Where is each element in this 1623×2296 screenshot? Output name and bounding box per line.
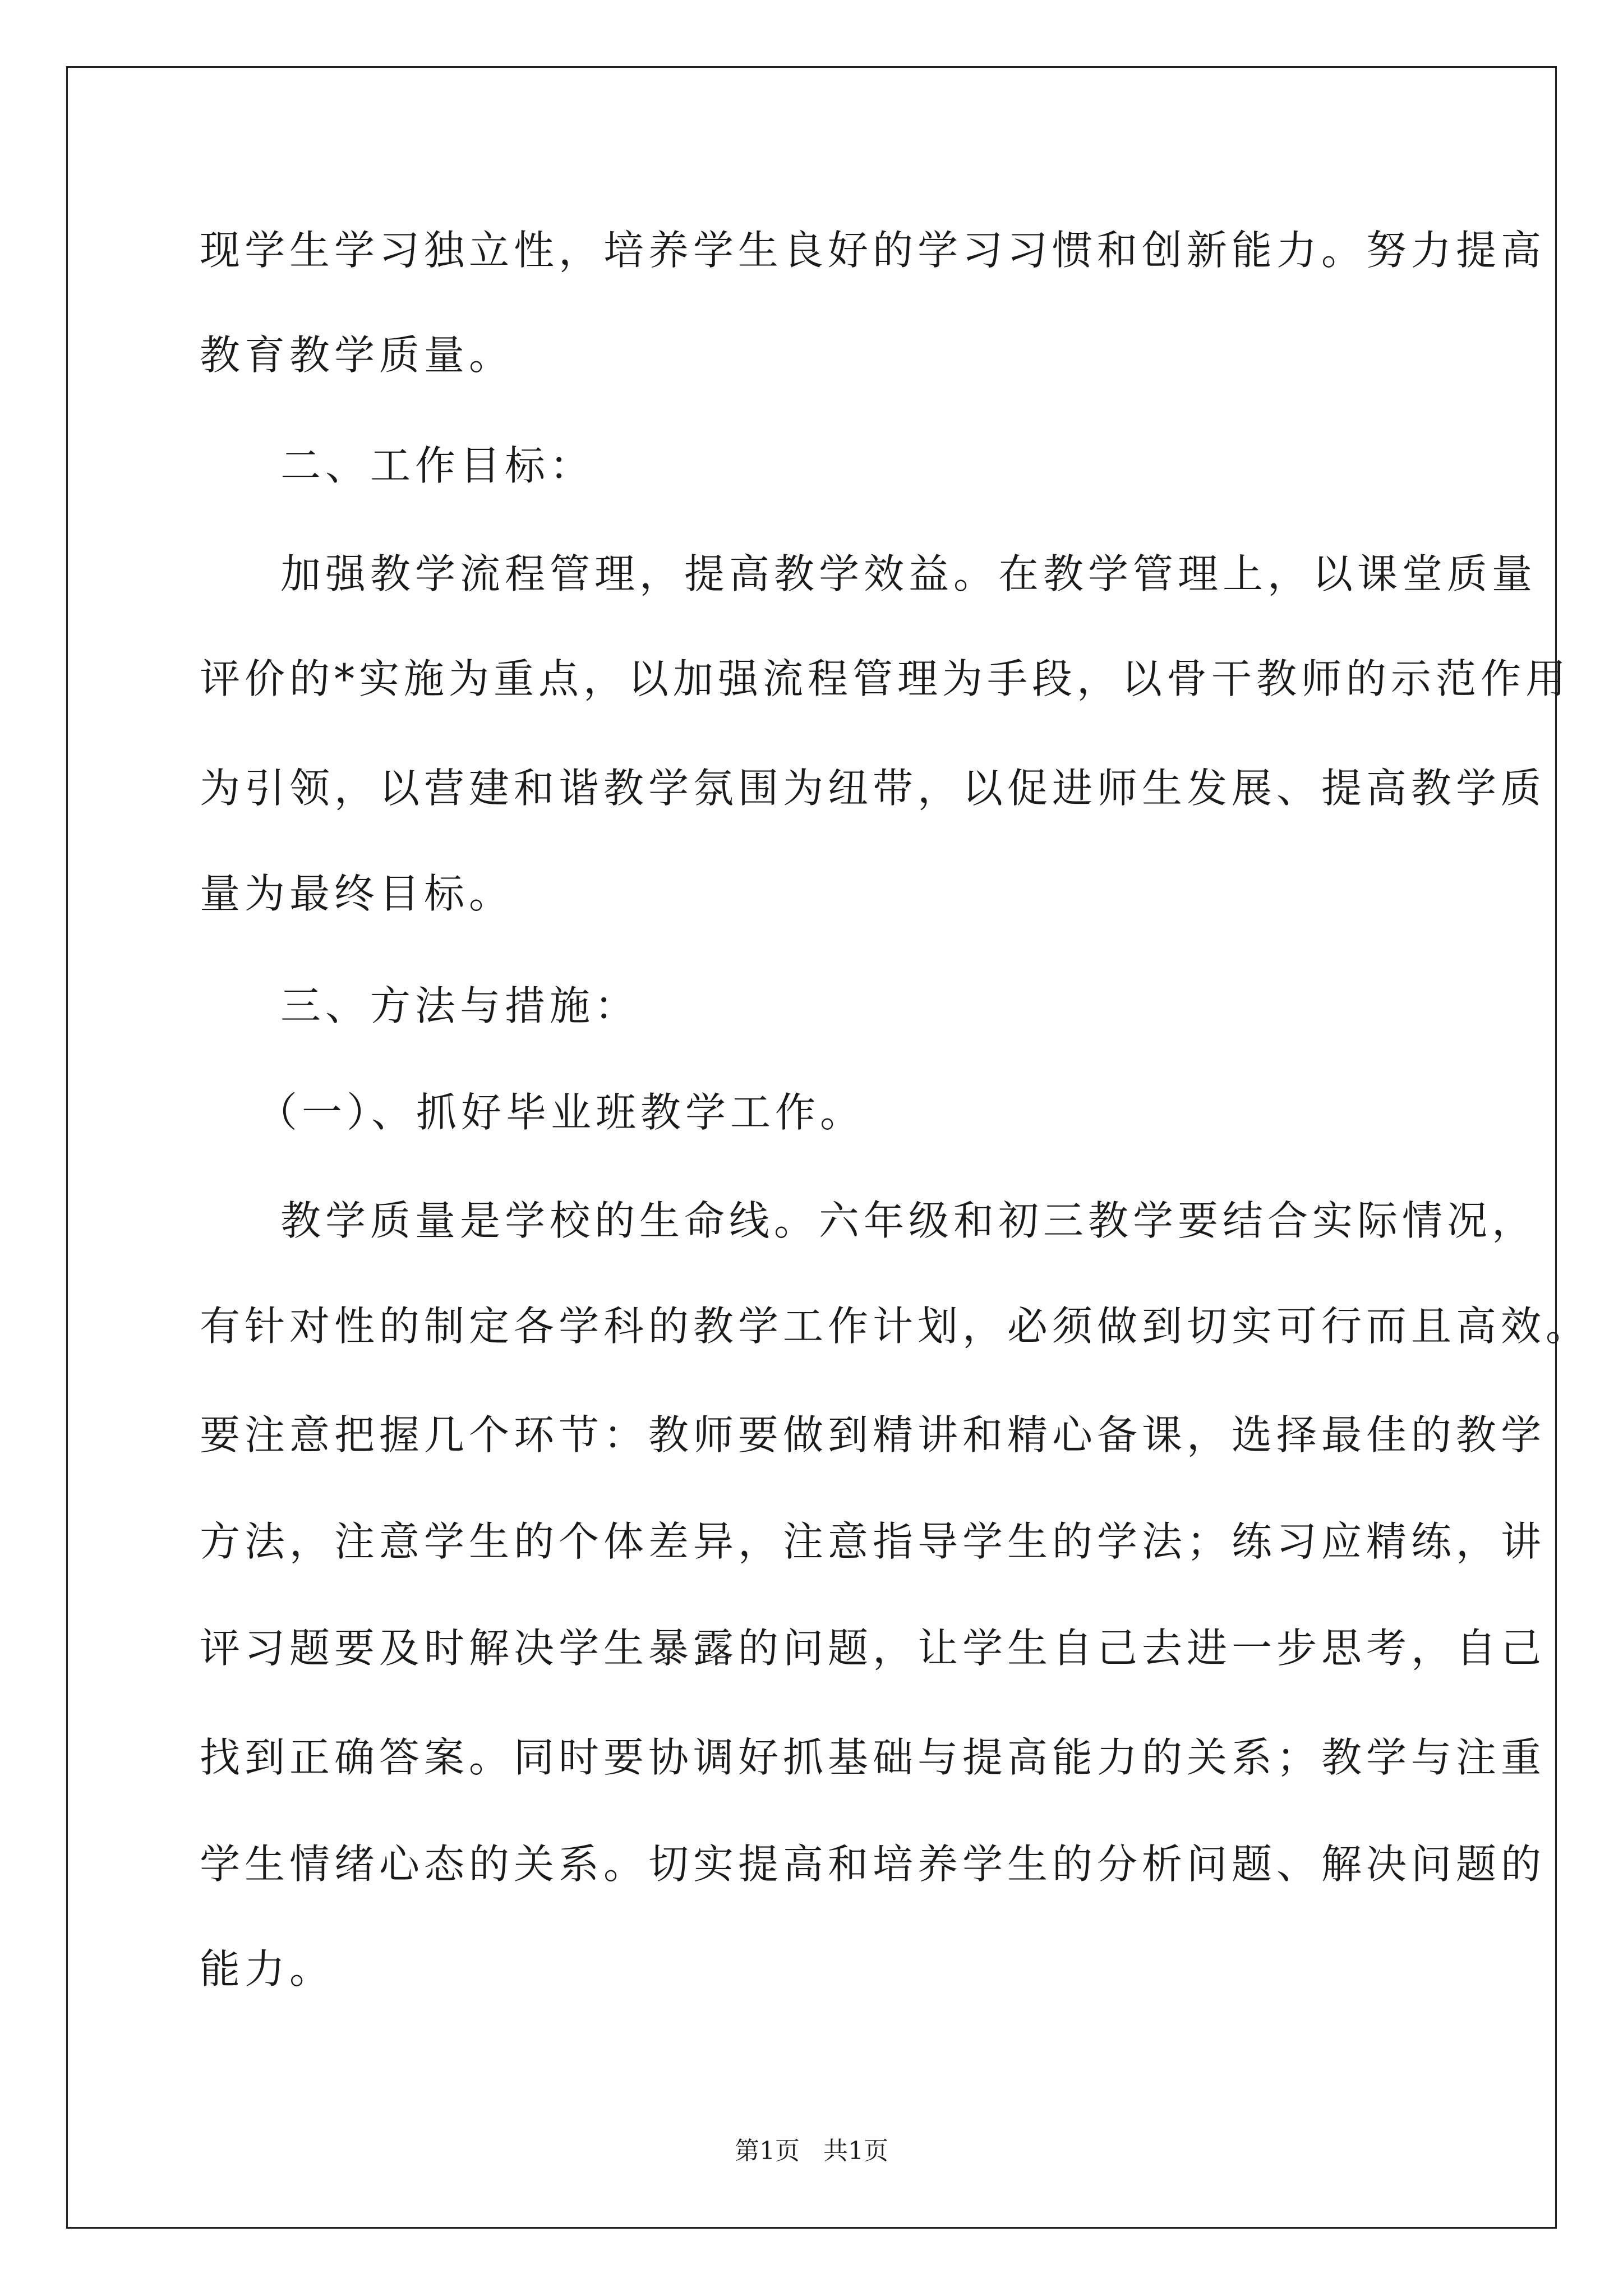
paragraph-line: 有针对性的制定各学科的教学工作计划，必须做到切实可行而且高效。 <box>200 1303 1591 1350</box>
paragraph-line: 方法，注意学生的个体差异，注意指导学生的学法；练习应精练，讲 <box>200 1518 1546 1565</box>
paragraph-line: 教育教学质量。 <box>200 332 514 379</box>
paragraph-line: 教学质量是学校的生命线。六年级和初三教学要结合实际情况， <box>280 1197 1537 1244</box>
paragraph-line: 要注意把握几个环节：教师要做到精讲和精心备课，选择最佳的教学 <box>200 1411 1546 1458</box>
paragraph-line: 现学生学习独立性，培养学生良好的学习习惯和创新能力。努力提高 <box>200 227 1546 274</box>
paragraph-line: 评习题要及时解决学生暴露的问题，让学生自己去进一步思考，自己 <box>200 1625 1546 1672</box>
section-heading: 三、方法与措施： <box>280 982 640 1029</box>
paragraph-line: 量为最终目标。 <box>200 870 514 917</box>
page-border <box>66 66 1557 2229</box>
paragraph-line: 加强教学流程管理，提高教学效益。在教学管理上，以课堂质量 <box>280 550 1537 597</box>
paragraph-line: 找到正确答案。同时要协调好抓基础与提高能力的关系；教学与注重 <box>200 1734 1546 1781</box>
paragraph-line: 为引领，以营建和谐教学氛围为纽带，以促进师生发展、提高教学质 <box>200 765 1546 812</box>
section-heading: 二、工作目标： <box>280 442 595 489</box>
paragraph-line: 评价的*实施为重点，以加强流程管理为手段，以骨干教师的示范作用 <box>200 655 1571 702</box>
paragraph-line: 能力。 <box>200 1945 335 1993</box>
subsection-heading: （一）、抓好毕业班教学工作。 <box>257 1089 865 1136</box>
page-number-footer: 第1页 共1页 <box>735 2137 888 2165</box>
paragraph-line: 学生情绪心态的关系。切实提高和培养学生的分析问题、解决问题的 <box>200 1841 1546 1888</box>
